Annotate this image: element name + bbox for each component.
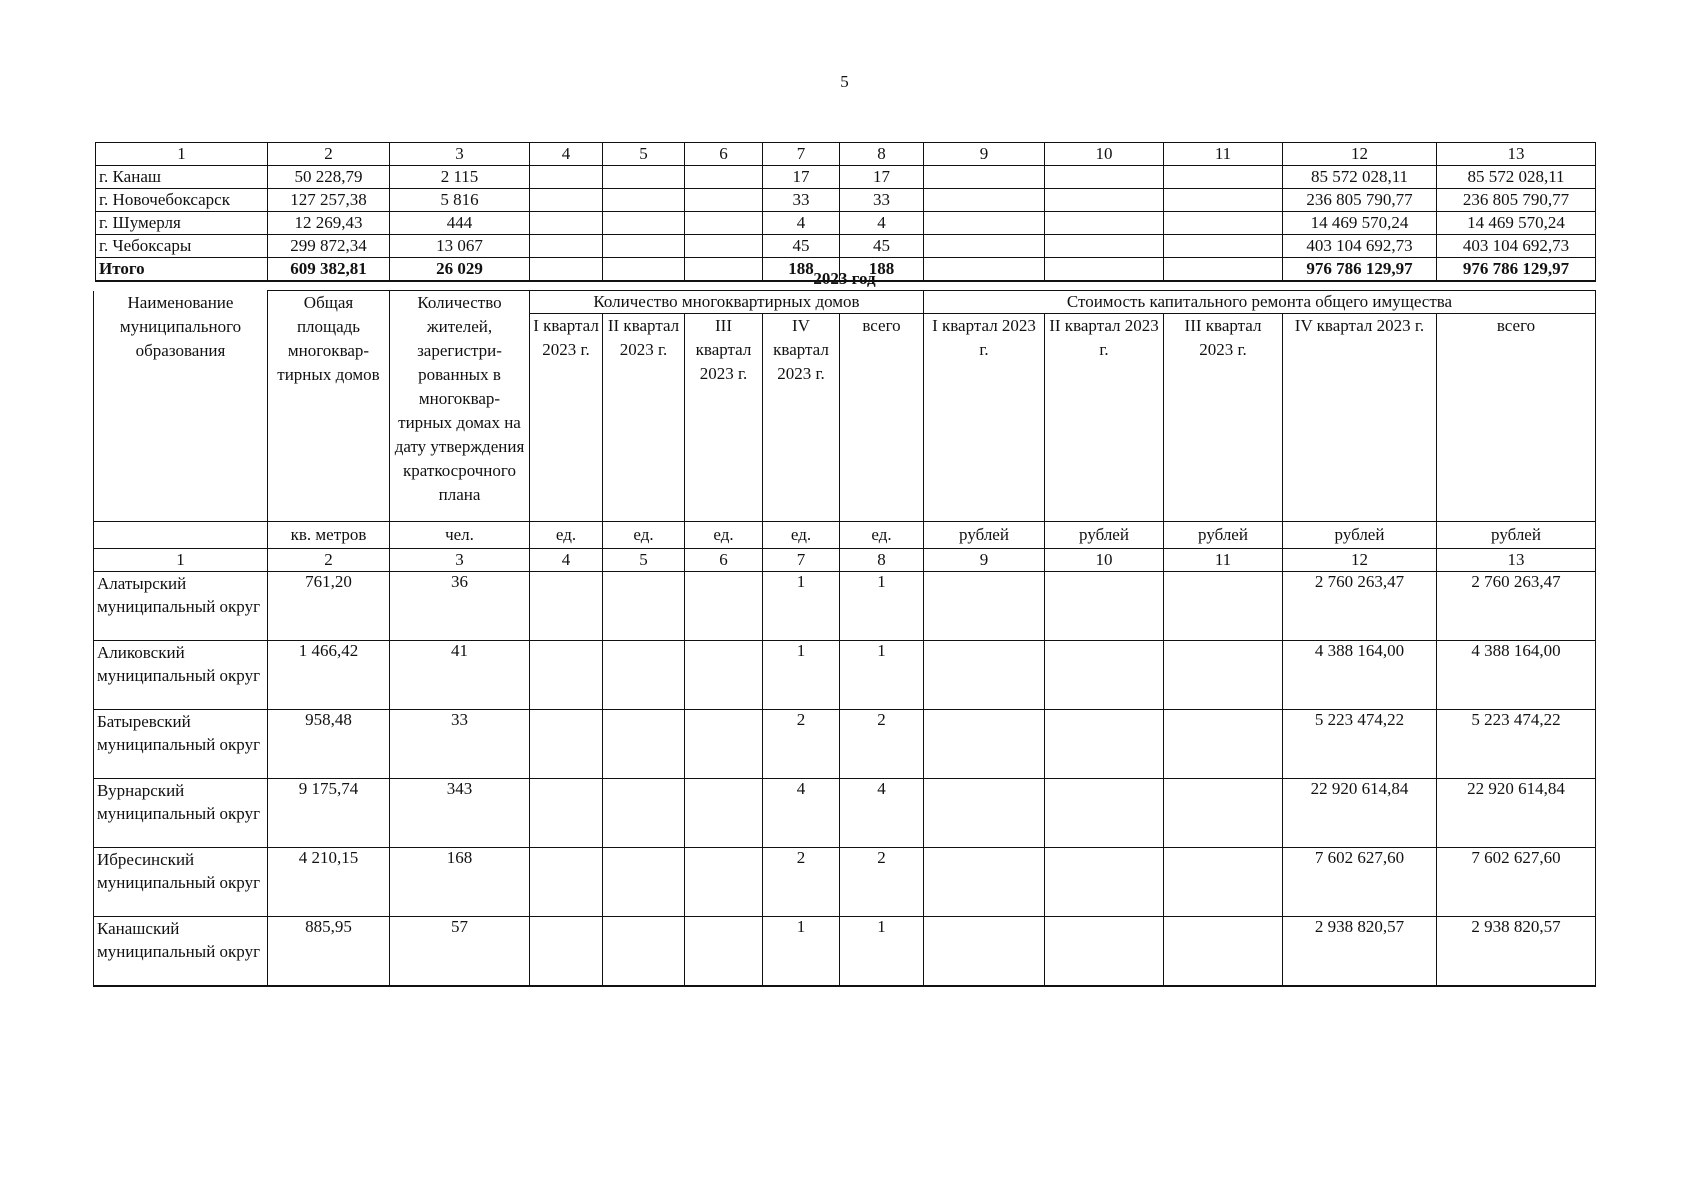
residents-cell: 2 115 xyxy=(390,166,530,189)
header-residents: Количество жителей, зарегистри-рованных в многоквар-тирных домах на дату утверждения краткосрочного плана xyxy=(390,291,530,522)
header-cost-total: всего xyxy=(1437,314,1596,522)
table-row xyxy=(96,212,1596,235)
houses-total-cell: 45 xyxy=(840,235,924,258)
municipality-cell: г. Шумерля xyxy=(96,212,268,235)
houses-q3-cell xyxy=(685,212,763,235)
houses-total-cell: 2 xyxy=(840,710,924,779)
cost-q4-cell: 2 760 263,47 xyxy=(1283,572,1437,641)
table-row xyxy=(96,189,1596,212)
municipality-cell: Аликовский муниципальный округ xyxy=(94,641,268,710)
houses-q4-cell: 1 xyxy=(763,917,840,987)
cost-q1-cell xyxy=(924,166,1045,189)
column-number: 2 xyxy=(268,143,390,166)
houses-q2-cell xyxy=(603,166,685,189)
houses-q4-cell: 33 xyxy=(763,189,840,212)
houses-q4-cell: 17 xyxy=(763,166,840,189)
total-cost-total-cell: 976 786 129,97 xyxy=(1437,258,1596,282)
page-number: 5 xyxy=(840,72,849,91)
cost-total-cell: 5 223 474,22 xyxy=(1437,710,1596,779)
column-number: 1 xyxy=(94,549,268,572)
houses-q4-cell: 1 xyxy=(763,572,840,641)
total-area-cell: 609 382,81 xyxy=(268,258,390,282)
houses-q1-cell xyxy=(530,572,603,641)
houses-q1-cell xyxy=(530,848,603,917)
cost-q2-cell xyxy=(1045,166,1164,189)
houses-q1-cell xyxy=(530,710,603,779)
houses-q2-cell xyxy=(603,189,685,212)
residents-cell: 5 816 xyxy=(390,189,530,212)
residents-cell: 41 xyxy=(390,641,530,710)
cost-q2-cell xyxy=(1045,779,1164,848)
area-cell: 12 269,43 xyxy=(268,212,390,235)
cost-total-cell: 403 104 692,73 xyxy=(1437,235,1596,258)
cost-q2-cell xyxy=(1045,710,1164,779)
municipality-cell: Ибресинский муниципальный округ xyxy=(94,848,268,917)
column-number: 2 xyxy=(268,549,390,572)
houses-q2-cell xyxy=(603,235,685,258)
cost-q3-cell xyxy=(1164,235,1283,258)
houses-q2-cell xyxy=(603,917,685,987)
cost-q2-cell xyxy=(1045,572,1164,641)
houses-q1-cell xyxy=(530,235,603,258)
houses-q3-cell xyxy=(685,189,763,212)
municipality-cell: Канашский муниципальный округ xyxy=(94,917,268,987)
houses-q3-cell xyxy=(685,917,763,987)
houses-q4-cell: 1 xyxy=(763,641,840,710)
houses-q1-cell xyxy=(530,189,603,212)
cost-total-cell: 2 938 820,57 xyxy=(1437,917,1596,987)
unit-houses-total: ед. xyxy=(840,522,924,549)
cost-total-cell: 7 602 627,60 xyxy=(1437,848,1596,917)
houses-q4-cell: 2 xyxy=(763,848,840,917)
column-number: 10 xyxy=(1045,549,1164,572)
cost-q3-cell xyxy=(1164,212,1283,235)
column-number: 12 xyxy=(1283,549,1437,572)
cost-q3-cell xyxy=(1164,641,1283,710)
header-cost-q1: I квартал 2023 г. xyxy=(924,314,1045,522)
total-residents-cell: 26 029 xyxy=(390,258,530,282)
column-number: 6 xyxy=(685,143,763,166)
column-number: 3 xyxy=(390,549,530,572)
residents-cell: 168 xyxy=(390,848,530,917)
houses-q4-cell: 2 xyxy=(763,710,840,779)
cost-q3-cell xyxy=(1164,848,1283,917)
unit-empty xyxy=(94,522,268,549)
houses-q4-cell: 45 xyxy=(763,235,840,258)
cost-total-cell: 14 469 570,24 xyxy=(1437,212,1596,235)
municipality-cell: Вурнарский муниципальный округ xyxy=(94,779,268,848)
unit-cost-q1: рублей xyxy=(924,522,1045,549)
column-number: 10 xyxy=(1045,143,1164,166)
cost-q4-cell: 85 572 028,11 xyxy=(1283,166,1437,189)
header-municipality: Наименование муниципального образования xyxy=(94,291,268,522)
column-number: 3 xyxy=(390,143,530,166)
cost-total-cell: 22 920 614,84 xyxy=(1437,779,1596,848)
column-number: 1 xyxy=(96,143,268,166)
cost-q3-cell xyxy=(1164,189,1283,212)
houses-q1-cell xyxy=(530,166,603,189)
table-row xyxy=(94,572,1596,641)
municipality-cell: Алатырский муниципальный округ xyxy=(94,572,268,641)
table-row xyxy=(94,641,1596,710)
area-cell: 761,20 xyxy=(268,572,390,641)
cost-q4-cell: 7 602 627,60 xyxy=(1283,848,1437,917)
column-number: 6 xyxy=(685,549,763,572)
houses-total-cell: 4 xyxy=(840,212,924,235)
cost-q1-cell xyxy=(924,848,1045,917)
column-number-row xyxy=(94,549,1596,572)
houses-q3-cell xyxy=(685,572,763,641)
cost-total-cell: 4 388 164,00 xyxy=(1437,641,1596,710)
column-number: 7 xyxy=(763,143,840,166)
header-area: Общая площадь многоквар-тирных домов xyxy=(268,291,390,522)
unit-residents: чел. xyxy=(390,522,530,549)
column-number: 9 xyxy=(924,549,1045,572)
cost-q1-cell xyxy=(924,212,1045,235)
header-cost-q3: III квартал 2023 г. xyxy=(1164,314,1283,522)
cost-q2-cell xyxy=(1045,189,1164,212)
cost-total-cell: 2 760 263,47 xyxy=(1437,572,1596,641)
municipality-cell: г. Чебоксары xyxy=(96,235,268,258)
residents-cell: 33 xyxy=(390,710,530,779)
continuation-table xyxy=(95,142,1596,282)
column-number: 11 xyxy=(1164,549,1283,572)
municipality-cell: г. Новочебоксарск xyxy=(96,189,268,212)
municipality-cell: Батыревский муниципальный округ xyxy=(94,710,268,779)
area-cell: 885,95 xyxy=(268,917,390,987)
unit-houses-q4: ед. xyxy=(763,522,840,549)
column-number: 8 xyxy=(840,549,924,572)
residents-cell: 36 xyxy=(390,572,530,641)
houses-total-cell: 17 xyxy=(840,166,924,189)
column-number: 12 xyxy=(1283,143,1437,166)
cost-q3-cell xyxy=(1164,779,1283,848)
cost-q4-cell: 4 388 164,00 xyxy=(1283,641,1437,710)
cost-q3-cell xyxy=(1164,572,1283,641)
cost-q2-cell xyxy=(1045,235,1164,258)
houses-total-cell: 2 xyxy=(840,848,924,917)
cost-q4-cell: 5 223 474,22 xyxy=(1283,710,1437,779)
cost-q2-cell xyxy=(1045,848,1164,917)
cost-q4-cell: 236 805 790,77 xyxy=(1283,189,1437,212)
cost-q1-cell xyxy=(924,189,1045,212)
header-houses-group: Количество многоквартирных домов xyxy=(530,291,924,314)
cost-q1-cell xyxy=(924,779,1045,848)
unit-cost-q3: рублей xyxy=(1164,522,1283,549)
unit-cost-total: рублей xyxy=(1437,522,1596,549)
total-houses-q4-cell: 188 xyxy=(763,258,840,282)
column-number: 7 xyxy=(763,549,840,572)
cost-q4-cell: 2 938 820,57 xyxy=(1283,917,1437,987)
cost-q3-cell xyxy=(1164,710,1283,779)
houses-q3-cell xyxy=(685,166,763,189)
unit-area: кв. метров xyxy=(268,522,390,549)
cost-q3-cell xyxy=(1164,166,1283,189)
cost-total-cell: 85 572 028,11 xyxy=(1437,166,1596,189)
column-number: 13 xyxy=(1437,143,1596,166)
year-heading: 2023 год xyxy=(813,269,876,288)
cost-q3-cell xyxy=(1164,917,1283,987)
municipality-cell: г. Канаш xyxy=(96,166,268,189)
houses-q3-cell xyxy=(685,235,763,258)
column-number: 5 xyxy=(603,143,685,166)
cost-q4-cell: 22 920 614,84 xyxy=(1283,779,1437,848)
table-row xyxy=(94,917,1596,987)
header-houses-total: всего xyxy=(840,314,924,522)
houses-total-cell: 1 xyxy=(840,572,924,641)
houses-q3-cell xyxy=(685,641,763,710)
area-cell: 9 175,74 xyxy=(268,779,390,848)
table-row xyxy=(96,166,1596,189)
header-houses-q1: I квартал 2023 г. xyxy=(530,314,603,522)
houses-q2-cell xyxy=(603,848,685,917)
houses-q1-cell xyxy=(530,641,603,710)
houses-q1-cell xyxy=(530,212,603,235)
area-cell: 1 466,42 xyxy=(268,641,390,710)
table-row xyxy=(94,848,1596,917)
area-cell: 127 257,38 xyxy=(268,189,390,212)
unit-houses-q3: ед. xyxy=(685,522,763,549)
houses-q3-cell xyxy=(685,779,763,848)
column-number: 4 xyxy=(530,549,603,572)
total-municipality-cell: Итого xyxy=(96,258,268,282)
houses-q1-cell xyxy=(530,779,603,848)
table-row xyxy=(96,235,1596,258)
cost-q1-cell xyxy=(924,235,1045,258)
unit-houses-q2: ед. xyxy=(603,522,685,549)
cost-q2-cell xyxy=(1045,212,1164,235)
houses-total-cell: 1 xyxy=(840,641,924,710)
houses-q2-cell xyxy=(603,710,685,779)
houses-total-cell: 33 xyxy=(840,189,924,212)
table-row xyxy=(94,710,1596,779)
total-cost-q4-cell: 976 786 129,97 xyxy=(1283,258,1437,282)
residents-cell: 444 xyxy=(390,212,530,235)
header-cost-group: Стоимость капитального ремонта общего имущества xyxy=(924,291,1596,314)
header-houses-q3: III квартал 2023 г. xyxy=(685,314,763,522)
houses-q2-cell xyxy=(603,641,685,710)
header-cost-q4: IV квартал 2023 г. xyxy=(1283,314,1437,522)
column-number: 9 xyxy=(924,143,1045,166)
plan-2023-table xyxy=(93,268,1596,987)
column-number: 13 xyxy=(1437,549,1596,572)
houses-total-cell: 4 xyxy=(840,779,924,848)
houses-q2-cell xyxy=(603,779,685,848)
column-number: 4 xyxy=(530,143,603,166)
residents-cell: 343 xyxy=(390,779,530,848)
column-number-row xyxy=(96,143,1596,166)
houses-q4-cell: 4 xyxy=(763,779,840,848)
unit-cost-q2: рублей xyxy=(1045,522,1164,549)
cost-q1-cell xyxy=(924,641,1045,710)
cost-q1-cell xyxy=(924,710,1045,779)
houses-q2-cell xyxy=(603,212,685,235)
area-cell: 299 872,34 xyxy=(268,235,390,258)
column-number: 8 xyxy=(840,143,924,166)
cost-q2-cell xyxy=(1045,641,1164,710)
cost-q4-cell: 403 104 692,73 xyxy=(1283,235,1437,258)
area-cell: 958,48 xyxy=(268,710,390,779)
unit-houses-q1: ед. xyxy=(530,522,603,549)
header-houses-q4: IV квартал 2023 г. xyxy=(763,314,840,522)
cost-q1-cell xyxy=(924,572,1045,641)
area-cell: 4 210,15 xyxy=(268,848,390,917)
cost-q1-cell xyxy=(924,917,1045,987)
cost-total-cell: 236 805 790,77 xyxy=(1437,189,1596,212)
header-cost-q2: II квартал 2023 г. xyxy=(1045,314,1164,522)
residents-cell: 13 067 xyxy=(390,235,530,258)
header-houses-q2: II квартал 2023 г. xyxy=(603,314,685,522)
cost-q2-cell xyxy=(1045,917,1164,987)
houses-q3-cell xyxy=(685,848,763,917)
houses-q4-cell: 4 xyxy=(763,212,840,235)
column-number: 5 xyxy=(603,549,685,572)
houses-total-cell: 1 xyxy=(840,917,924,987)
total-houses-total-cell: 188 xyxy=(840,258,924,282)
column-number: 11 xyxy=(1164,143,1283,166)
houses-q2-cell xyxy=(603,572,685,641)
houses-q3-cell xyxy=(685,710,763,779)
houses-q1-cell xyxy=(530,917,603,987)
residents-cell: 57 xyxy=(390,917,530,987)
unit-cost-q4: рублей xyxy=(1283,522,1437,549)
cost-q4-cell: 14 469 570,24 xyxy=(1283,212,1437,235)
area-cell: 50 228,79 xyxy=(268,166,390,189)
table-row xyxy=(94,779,1596,848)
